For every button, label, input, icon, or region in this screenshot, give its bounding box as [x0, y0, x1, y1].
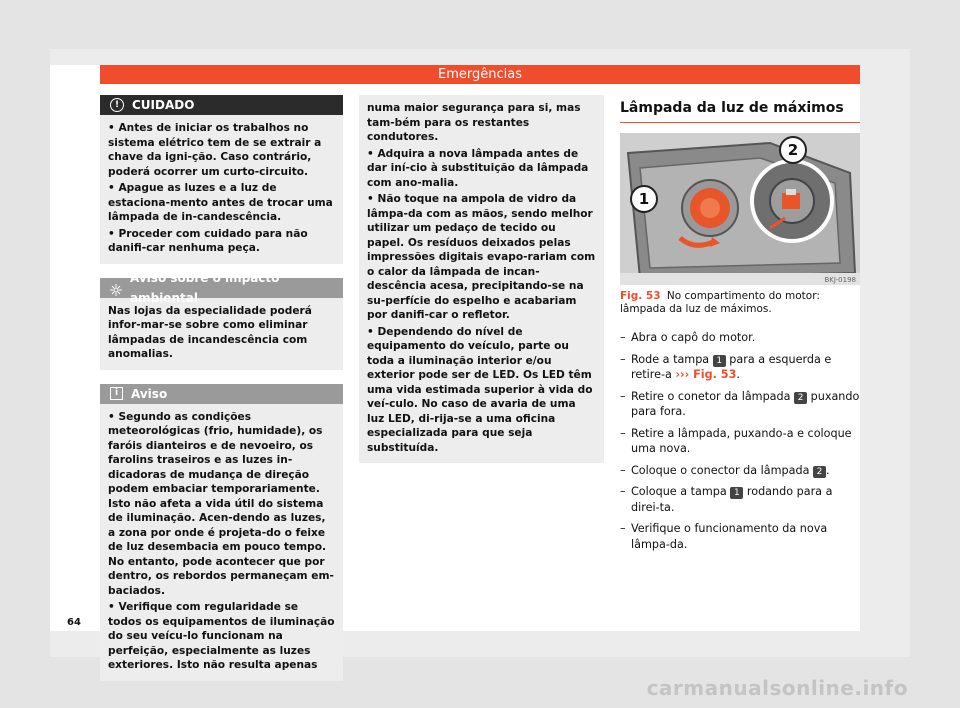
step: [620, 521, 860, 552]
notice-item: • Dependendo do nível de equipamento do veículo, parte ou toda a iluminação interior e/ou exterior pode ser de LED. Os LED têm uma vida estimada superior à vida do veí-culo. No caso de avaria de uma luz LED, di-rija-se a uma oficina especializada para que seja substituída.: [367, 325, 593, 454]
step-text: rodando para a direi-ta.: [631, 485, 833, 514]
callout-ref-2: 2: [813, 466, 826, 478]
step-text: Retire a lâmpada, puxando-a e coloque uma nova.: [631, 426, 852, 455]
headlight-figure: [620, 133, 860, 285]
figure-caption: [620, 290, 860, 316]
info-icon: i: [110, 387, 123, 400]
figure-caption-text: No compartimento do motor: lâmpada da luz de máximos.: [620, 290, 820, 315]
watermark: carmanualsonline.info: [646, 676, 908, 700]
environment-title: Aviso sobre o impacto ambiental: [130, 270, 280, 305]
environment-body: [100, 298, 343, 370]
notice-continued-body: [359, 95, 604, 463]
figure-link[interactable]: ››› Fig. 53: [675, 368, 737, 381]
notice-body: [100, 404, 343, 681]
step: [620, 426, 860, 457]
step-text: Verifique o funcionamento da nova lâmpa-da.: [631, 522, 828, 551]
notice-item: • Segundo as condições meteorológicas (frio, humidade), os faróis dianteiros e de nevoeiro, os farolins traseiros e as luzes in-dicadoras de mudança de direção podem embaciar temporariamente. Isto não afeta a vida útil do sistema de iluminação. Acen-dendo as luzes, a zona por onde é projeta-do o feixe de luz desembacia em pouco tempo. No entanto, pode acontecer que por dentro, os rebordos permaneçam em-baciados.: [108, 410, 334, 597]
caution-item: • Antes de iniciar os trabalhos no sistema elétrico tem de se extrair a chave da igni-ção. Caso contrário, poderá ocorrer um curto-circuito.: [108, 122, 322, 178]
figure-label: Fig. 53: [620, 290, 661, 302]
section-title: Lâmpada da luz de máximos: [620, 100, 860, 123]
notice-title: Aviso: [131, 386, 168, 401]
step: [620, 330, 860, 346]
figure-code: BKJ-0198: [824, 276, 856, 284]
caution-item: • Proceder com cuidado para não danifi-car nenhuma peça.: [108, 227, 308, 254]
caution-item: • Apague as luzes e a luz de estaciona-mento antes de trocar uma lâmpada de in-candescência.: [108, 182, 333, 223]
notice-header: [100, 384, 343, 404]
caution-title: CUIDADO: [132, 98, 195, 112]
callout-ref-1: 1: [730, 487, 743, 499]
callout-ref-2: 2: [794, 392, 807, 404]
step: [620, 352, 860, 383]
step-text: .: [736, 368, 740, 381]
step-text: Coloque a tampa: [631, 485, 727, 498]
caution-header: [100, 95, 343, 115]
notice-item: • Não toque na ampola de vidro da lâmpa-da com as mãos, sendo melhor utilizar um pedaço de tecido ou papel. Os resíduos deixados pelas impressões digitais evapo-rariam com o calor da lâmpada de incan-descência acesa, precipitando-se na su-perfície do espelho e acabariam por danifi-car o refletor.: [367, 193, 596, 321]
step-text: Rode a tampa: [631, 352, 710, 366]
step: [620, 463, 860, 479]
step-text: .: [826, 463, 830, 477]
headlight-illustration: [620, 133, 860, 285]
leaf-icon: [110, 282, 122, 294]
callout-ref-1: 1: [713, 355, 726, 367]
step: [620, 389, 860, 420]
exclamation-icon: !: [110, 98, 124, 112]
environment-text: Nas lojas da especialidade poderá infor-mar-se sobre como eliminar lâmpadas de incandescência com anomalias.: [108, 304, 312, 360]
step-text: puxando para fora.: [631, 389, 860, 418]
caution-body: [100, 115, 343, 264]
step-text: Abra o capô do motor.: [631, 331, 756, 344]
step-text: Retire o conetor da lâmpada: [631, 389, 791, 403]
column-middle: [359, 95, 604, 463]
step-text: Coloque o conector da lâmpada: [631, 463, 810, 477]
notice-item: numa maior segurança para si, mas tam-bém para os restantes condutores.: [367, 102, 581, 143]
procedure-steps: [620, 330, 860, 552]
page-number: 64: [67, 617, 81, 628]
chapter-header: Emergências: [100, 65, 860, 84]
notice-item: • Verifique com regularidade se todos os equipamentos de iluminação do seu veícu-lo funcionam na perfeição, especialmente as luzes exteriores. Isto não resulta apenas: [108, 601, 335, 671]
column-right: [620, 95, 860, 558]
step: [620, 484, 860, 515]
notice-item: • Adquira a nova lâmpada antes de dar iní-cio à substituição da lâmpada com ano-malia.: [367, 147, 589, 189]
callout-2: 2: [779, 136, 807, 164]
column-left: [100, 95, 343, 681]
callout-1: 1: [630, 185, 658, 213]
step-text: para a esquerda e retire-a: [631, 352, 832, 381]
environment-header: [100, 270, 343, 305]
